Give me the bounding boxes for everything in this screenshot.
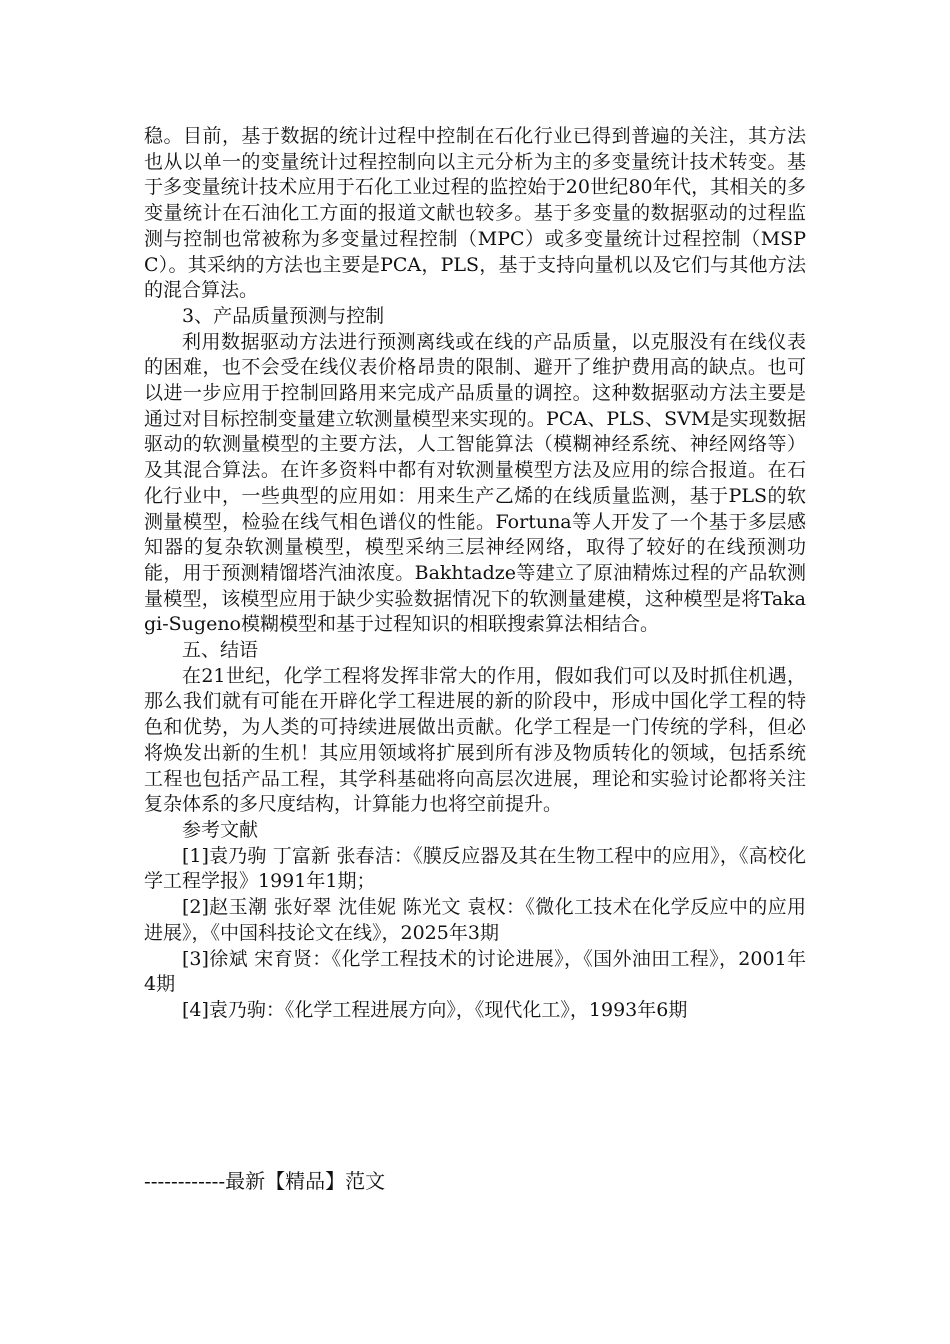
- section-heading-conclusion: 五、结语: [182, 639, 259, 662]
- references-heading: 参考文献: [182, 818, 259, 841]
- reference-item-2: [2]赵玉潮 张好翠 沈佳妮 陈光文 袁权：《微化工技术在化学反应中的应用进展》，《中国科技论文在线》，2025年3期: [144, 896, 806, 944]
- paragraph-mspc: 稳。目前，基于数据的统计过程中控制在石化行业已得到普遍的关注，其方法也从以单一的变量统计过程控制向以主元分析为主的多变量统计技术转变。基于多变量统计技术应用于石化工业过程的监控始于20世纪80年代，其相关的多变量统计在石油化工方面的报道文献也较多。基于多变量的数据驱动的过程监测与控制也常被称为多变量过程控制（MPC）或多变量统计过程控制（MSPC）。其采纳的方法也主要是PCA，PLS，基于支持向量机以及它们与其他方法的混合算法。: [144, 125, 806, 302]
- reference-item-1: [1]袁乃驹 丁富新 张春洁：《膜反应器及其在生物工程中的应用》，《高校化学工程学报》1991年1期；: [144, 844, 806, 893]
- paragraph-conclusion: 在21世纪，化学工程将发挥非常大的作用，假如我们可以及时抓住机遇，那么我们就有可能在开辟化学工程进展的新的阶段中，形成中国化学工程的特色和优势，为人类的可持续进展做出贡献。化学工程是一门传统的学科，但必将焕发出新的生机！其应用领域将扩展到所有涉及物质转化的领域，包括系统工程也包括产品工程，其学科基础将向高层次进展，理论和实验讨论都将关注复杂体系的多尺度结构，计算能力也将空前提升。: [144, 664, 806, 816]
- document-body: [144, 124, 806, 1024]
- section-heading-quality-prediction: 3、产品质量预测与控制: [182, 304, 385, 327]
- paragraph-soft-sensor: 利用数据驱动方法进行预测离线或在线的产品质量，以克服没有在线仪表的困难，也不会受在线仪表价格昂贵的限制、避开了维护费用高的缺点。也可以进一步应用于控制回路用来完成产品质量的调控。这种数据驱动方法主要是通过对目标控制变量建立软测量模型来实现的。PCA、PLS、SVM是实现数据驱动的软测量模型的主要方法，人工智能算法（模糊神经系统、神经网络等）及其混合算法。在许多资料中都有对软测量模型方法及应用的综合报道。在石化行业中，一些典型的应用如：用来生产乙烯的在线质量监测，基于PLS的软测量模型，检验在线气相色谱仪的性能。Fortuna等人开发了一个基于多层感知器的复杂软测量模型，模型采纳三层神经网络，取得了较好的在线预测功能，用于预测精馏塔汽油浓度。Bakhtadze等建立了原油精炼过程的产品软测量模型，该模型应用于缺少实验数据情况下的软测量建模，这种模型是将Takagi-Sugeno模糊模型和基于过程知识的相联搜索算法相结合。: [144, 330, 806, 636]
- reference-item-4: [4]袁乃驹：《化学工程进展方向》，《现代化工》，1993年6期: [182, 998, 688, 1021]
- reference-item-3: [3]徐斌 宋育贤：《化学工程技术的讨论进展》，《国外油田工程》，2001年4期: [144, 947, 806, 996]
- page-footer: ------------最新【精品】范文: [144, 1169, 386, 1193]
